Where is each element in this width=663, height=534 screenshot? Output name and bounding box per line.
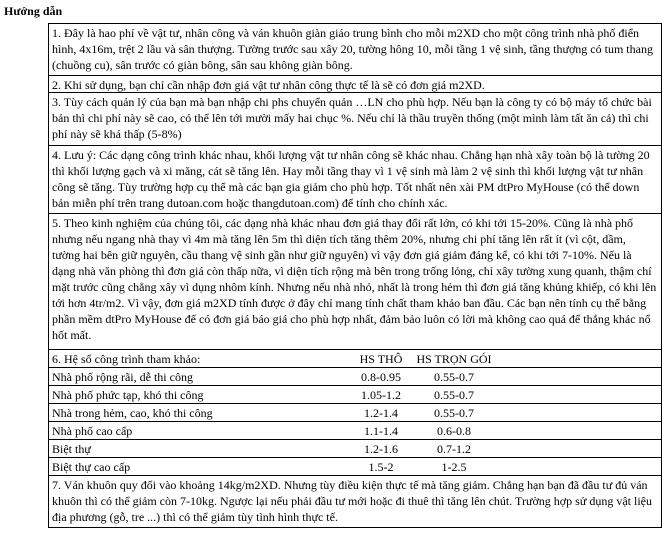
coef-type[interactable]: Nhà phố rộng rãi, dễ thi công	[52, 370, 193, 384]
coef-package[interactable]: 0.7-1.2	[437, 442, 471, 456]
note-cell-3[interactable]: 3. Tùy cách quản lý của bạn mà bạn nhập chi phs chuyển quản …LN cho phù hợp. Nếu bạn là công ty có bộ máy tổ chức bài bản thì chi phí này sẽ cao, có thể lên tới mười mấy hai chục %. Nếu chỉ là thầu truyền thống (một mình làm tất ăn cả) thì chi phí này sẽ khá thấp (5-8%)	[49, 93, 662, 146]
coef-header-label[interactable]: 6. Hệ số công trình tham khảo:	[52, 352, 201, 366]
coef-package[interactable]: 1-2.5	[441, 460, 467, 474]
table-row	[49, 458, 662, 476]
empty-cell[interactable]	[499, 422, 661, 439]
guide-title[interactable]: Hướng dẫn	[4, 4, 63, 18]
table-row	[49, 422, 662, 440]
coef-raw[interactable]: 0.8-0.95	[361, 370, 401, 384]
coef-header-raw[interactable]: HS THÔ	[359, 352, 403, 366]
coef-type[interactable]: Nhà phố phức tạp, khó thi công	[52, 388, 204, 402]
coef-type[interactable]: Nhà trong hẻm, cao, khó thi công	[52, 406, 213, 420]
note-cell-4[interactable]: 4. Lưu ý: Các dạng công trình khác nhau, khối lượng vật tư nhân công sẽ khác nhau. Chẳng hạn nhà xây toàn bộ là tường 20 thì khối lượng gạch và xi măng, cát sẽ tăng lên. Hay mỗi tầng thay vì 1 vệ sinh mà làm 2 vệ sinh thì khối lượng vật tư nhân công sẽ tăng. Tùy trường hợp cụ thể mà các bạn gia giảm cho phù hợp. Tốt nhất nên xài PM dtPro MyHouse (có thể down bản miễn phí trên trang dutoan.com hoặc thangdutoan.com) để tính cho chính xác.	[49, 146, 662, 214]
coef-header-package[interactable]: HS TRỌN GÓI	[416, 352, 492, 366]
empty-cell[interactable]	[499, 440, 661, 457]
coef-table-header	[49, 350, 662, 368]
coef-type[interactable]: Biệt thự cao cấp	[52, 460, 131, 474]
note-cell-5[interactable]: 5. Theo kinh nghiệm của chúng tôi, các dạng nhà khác nhau đơn giá thay đổi rất lớn, có khi tới 15-20%. Cũng là nhà phố nhưng nếu ngang nhà thay vì 4m mà tăng lên 5m thì diện tích tăng thêm 20%, nhưng chi phí tăng lên rất ít (vì cột, dầm, tường hai bên giữ nguyên, cầu thang vệ sinh gần như giữ nguyên) vì vậy đơn giá giảm đáng kể, có khi tới 7-10%. Nếu là dạng nhà văn phòng thì đơn giá còn thấp nữa, vì diện tích rộng mà bên trong trống lỏng, chỉ xây tường xung quanh, thậm chí mặt trước cũng chẳng xây vì dụng nhôm kính. Nhưng nếu nhà nhỏ, nhất là trong hẻm thì đơn giá tăng khủng khiếp, có khi lên tới hơn 4tr/m2. Vì vậy, đơn giá m2XD tính được ở đây chỉ mang tính chất tham khảo ban đầu. Các bạn nên tính cụ thể bằng phần mềm dtPro MyHouse để có đơn giá báo giá cho phù hợp nhất, đảm bảo luôn có lời mà không cao quá để thắng khác nổ hốt mất.	[49, 214, 662, 350]
coef-raw[interactable]: 1.2-1.4	[364, 406, 398, 420]
table-row	[49, 440, 662, 458]
coef-raw[interactable]: 1.2-1.6	[364, 442, 398, 456]
coef-package[interactable]: 0.55-0.7	[434, 370, 474, 384]
coef-package[interactable]: 0.6-0.8	[437, 424, 471, 438]
table-row	[49, 368, 662, 386]
coef-raw[interactable]: 1.1-1.4	[364, 424, 398, 438]
note-cell-2[interactable]: 2. Khi sử dụng, bạn chỉ cần nhập đơn giá vật tư nhân công thực tế là sẽ có đơn giá m2XD.	[49, 76, 662, 93]
empty-cell[interactable]	[499, 458, 661, 475]
guide-grid	[48, 23, 662, 528]
empty-cell[interactable]	[499, 350, 661, 367]
coef-package[interactable]: 0.55-0.7	[434, 388, 474, 402]
coef-type[interactable]: Biệt thự	[52, 442, 91, 456]
empty-cell[interactable]	[499, 368, 661, 385]
empty-cell[interactable]	[499, 404, 661, 421]
coef-raw[interactable]: 1.05-1.2	[361, 388, 401, 402]
note-cell-1[interactable]: 1. Đây là hao phí về vật tư, nhân công và ván khuôn giàn giáo trung bình cho mỗi m2XD cho một công trình nhà phố điển hình, 4x16m, trệt 2 lầu và sân thượng. Tường trước sau xây 20, tường hông 10, mỗi tầng 1 vệ sinh, tầng thượng có tum thang (chuồng cu), sân trước có giàn bông, sân sau không giàn bông.	[49, 24, 662, 76]
empty-cell[interactable]	[499, 386, 661, 403]
table-row	[49, 404, 662, 422]
note-cell-7[interactable]: 7. Ván khuôn quy đổi vào khoảng 14kg/m2XD. Nhưng tùy điều kiện thực tế mà tăng giảm. Chẳng hạn bạn đã đầu tư đủ ván khuôn thì có thể giảm còn 7-10kg. Ngược lại nếu phải đầu tư mới hoặc đi thuê thì tăng lên chút. Trường hợp sử dụng vật liệu địa phương (gỗ, tre ...) thì có thể giảm tùy tình hình thực tế.	[49, 476, 662, 528]
coef-package[interactable]: 0.55-0.7	[434, 406, 474, 420]
coef-raw[interactable]: 1.5-2	[368, 460, 394, 474]
table-row	[49, 386, 662, 404]
coef-type[interactable]: Nhà phố cao cấp	[52, 424, 133, 438]
